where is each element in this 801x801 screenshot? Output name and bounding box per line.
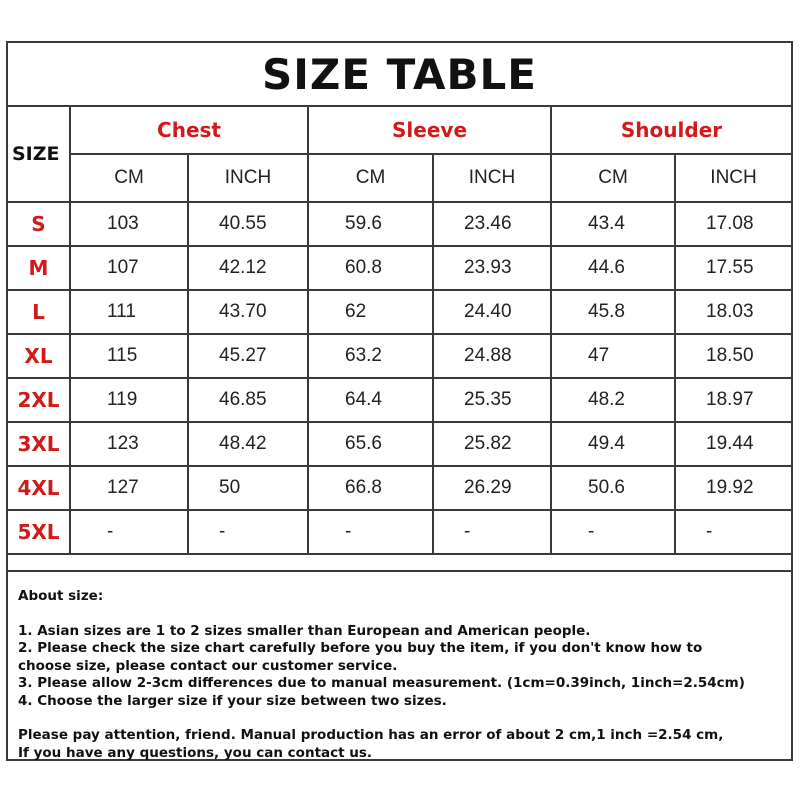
table-cell: - — [551, 510, 675, 554]
unit-header: CM — [551, 154, 675, 202]
table-cell: 66.8 — [308, 466, 433, 510]
table-cell: 18.50 — [675, 334, 791, 378]
table-cell: - — [675, 510, 791, 554]
table-cell: 49.4 — [551, 422, 675, 466]
table-cell: 25.35 — [433, 378, 551, 422]
table-row — [8, 422, 791, 466]
unit-header: INCH — [188, 154, 308, 202]
table-row — [8, 202, 791, 246]
table-cell: 127 — [70, 466, 188, 510]
table-cell: 65.6 — [308, 422, 433, 466]
group-header-sleeve: Sleeve — [308, 107, 551, 154]
table-cell: 107 — [70, 246, 188, 290]
size-label: M — [8, 246, 70, 290]
notes-footer: If you have any questions, you can contact us. — [18, 744, 373, 761]
size-label: 2XL — [8, 378, 70, 422]
table-cell: 18.03 — [675, 290, 791, 334]
size-notes — [8, 570, 791, 759]
table-cell: 18.97 — [675, 378, 791, 422]
table-cell: - — [308, 510, 433, 554]
size-label: XL — [8, 334, 70, 378]
table-cell: 25.82 — [433, 422, 551, 466]
table-cell: 47 — [551, 334, 675, 378]
table-cell: 46.85 — [188, 378, 308, 422]
table-row — [8, 290, 791, 334]
group-header-row — [8, 107, 791, 154]
table-cell: 23.46 — [433, 202, 551, 246]
unit-header-row — [8, 154, 791, 202]
table-cell: 45.27 — [188, 334, 308, 378]
table-cell: 23.93 — [433, 246, 551, 290]
table-cell: 48.2 — [551, 378, 675, 422]
table-row — [8, 334, 791, 378]
table-cell: 19.92 — [675, 466, 791, 510]
table-row — [8, 466, 791, 510]
table-cell: 24.88 — [433, 334, 551, 378]
table-cell: 123 — [70, 422, 188, 466]
size-column-header: SIZE — [8, 107, 70, 202]
table-cell: 43.4 — [551, 202, 675, 246]
page-title: SIZE TABLE — [8, 43, 791, 107]
table-cell: 48.42 — [188, 422, 308, 466]
group-header-chest: Chest — [70, 107, 308, 154]
table-cell: - — [70, 510, 188, 554]
table-cell: - — [188, 510, 308, 554]
size-label: 5XL — [8, 510, 70, 554]
notes-footer: Please pay attention, friend. Manual production has an error of about 2 cm,1 inch =2.54 cm, — [18, 727, 724, 743]
table-cell: 42.12 — [188, 246, 308, 290]
table-cell: 50 — [188, 466, 308, 510]
table-cell: 64.4 — [308, 378, 433, 422]
table-cell: 44.6 — [551, 246, 675, 290]
notes-heading: About size: — [18, 588, 104, 604]
size-table — [8, 107, 791, 555]
notes-item: 2. Please check the size chart carefully before you buy the item, if you don't know how to — [18, 640, 703, 656]
table-cell: 59.6 — [308, 202, 433, 246]
table-cell: 62 — [308, 290, 433, 334]
table-cell: 45.8 — [551, 290, 675, 334]
size-label: 3XL — [8, 422, 70, 466]
table-cell: 26.29 — [433, 466, 551, 510]
notes-item: choose size, please contact our customer service. — [18, 657, 398, 674]
table-row — [8, 246, 791, 290]
table-cell: 17.55 — [675, 246, 791, 290]
unit-header: CM — [70, 154, 188, 202]
table-row — [8, 378, 791, 422]
table-cell: 63.2 — [308, 334, 433, 378]
unit-header: CM — [308, 154, 433, 202]
unit-header: INCH — [675, 154, 791, 202]
table-cell: - — [433, 510, 551, 554]
table-cell: 24.40 — [433, 290, 551, 334]
size-table-frame — [6, 41, 793, 761]
size-label: S — [8, 202, 70, 246]
size-label: L — [8, 290, 70, 334]
group-header-shoulder: Shoulder — [551, 107, 791, 154]
notes-item: 1. Asian sizes are 1 to 2 sizes smaller than European and American people. — [18, 622, 591, 639]
table-cell: 19.44 — [675, 422, 791, 466]
table-cell: 17.08 — [675, 202, 791, 246]
table-cell: 119 — [70, 378, 188, 422]
table-cell: 103 — [70, 202, 188, 246]
notes-item: 3. Please allow 2-3cm differences due to manual measurement. (1cm=0.39inch, 1inch=2.54cm) — [18, 675, 745, 691]
table-row — [8, 510, 791, 554]
table-cell: 40.55 — [188, 202, 308, 246]
size-label: 4XL — [8, 466, 70, 510]
unit-header: INCH — [433, 154, 551, 202]
table-cell: 50.6 — [551, 466, 675, 510]
table-cell: 115 — [70, 334, 188, 378]
table-cell: 111 — [70, 290, 188, 334]
notes-item: 4. Choose the larger size if your size between two sizes. — [18, 692, 447, 709]
table-cell: 43.70 — [188, 290, 308, 334]
table-cell: 60.8 — [308, 246, 433, 290]
